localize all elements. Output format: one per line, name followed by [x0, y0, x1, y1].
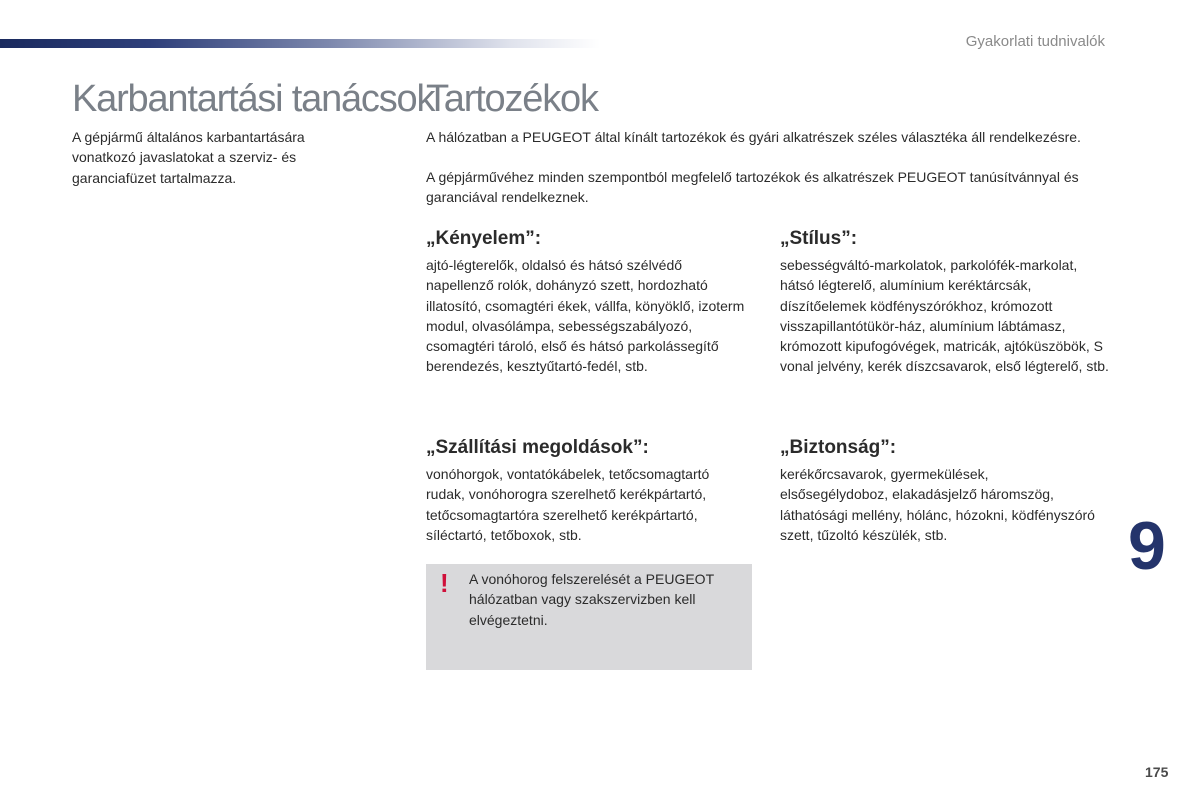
maintenance-text: A gépjármű általános karbantartására vonatkozó javaslatokat a szerviz- és garanciafüzet tartalmazza.	[72, 129, 305, 186]
header-section-title: Gyakorlati tudnivalók	[965, 33, 1105, 50]
accessories-intro-2: A gépjárművéhez minden szempontból megfelelő tartozékok és alkatrészek PEUGEOT tanúsítvánnyal és garanciával rendelkeznek.	[426, 169, 1079, 206]
page-number: 175	[1145, 764, 1169, 780]
comfort-heading: „Kényelem”:	[426, 228, 542, 249]
exclamation-icon: !	[440, 568, 449, 598]
warning-text: A vonóhorog felszerelését a PEUGEOT hálózatban vagy szakszervizben kell elvégeztetni.	[469, 571, 714, 628]
style-text: sebességváltó-markolatok, parkolófék-markolat, hátsó légterelő, alumínium keréktárcsák, díszítőelemek ködfényszórókhoz, krómozott visszapillantótükör-ház, alumínium lábtámasz, krómozott kipufogóvégek, matricák, ajtóküszöbök, S vonal jelvény, kerék díszcsavarok, első légterelő, stb.	[780, 257, 1109, 375]
maintenance-title: Karbantartási tanácsok	[72, 78, 435, 120]
comfort-text: ajtó-légterelők, oldalsó és hátsó szélvédő napellenző rolók, dohányzó szett, hordozható illatosító, csomagtéri ékek, vállfa, könyöklő, izoterm modul, olvasólámpa, sebességszabályozó, csomagtéri tároló, első és hátsó parkolássegítő berendezés, kesztyűtartó-fedél, stb.	[426, 257, 745, 375]
safety-text: kerékőrcsavarok, gyermekülések, elsősegélydoboz, elakadásjelző háromszög, láthatósági mellény, hólánc, hózokni, ködfényszóró szett, tűzoltó készülék, stb.	[780, 466, 1095, 543]
safety-heading: „Biztonság”:	[780, 437, 897, 458]
accessories-intro-1: A hálózatban a PEUGEOT által kínált tartozékok és gyári alkatrészek széles választéka áll rendelkezésre.	[426, 129, 1081, 145]
chapter-number: 9	[1128, 508, 1166, 584]
warning-box	[426, 564, 752, 670]
transport-text: vonóhorgok, vontatókábelek, tetőcsomagtartó rudak, vonóhorogra szerelhető kerékpártartó, tetőcsomagtartóra szerelhető kerékpártartó, síléctartó, tetőboxok, stb.	[426, 466, 710, 543]
style-heading: „Stílus”:	[780, 228, 858, 249]
accessories-title: Tartozékok	[426, 78, 598, 120]
header-gradient-bar	[0, 39, 600, 48]
transport-heading: „Szállítási megoldások”:	[426, 437, 649, 458]
